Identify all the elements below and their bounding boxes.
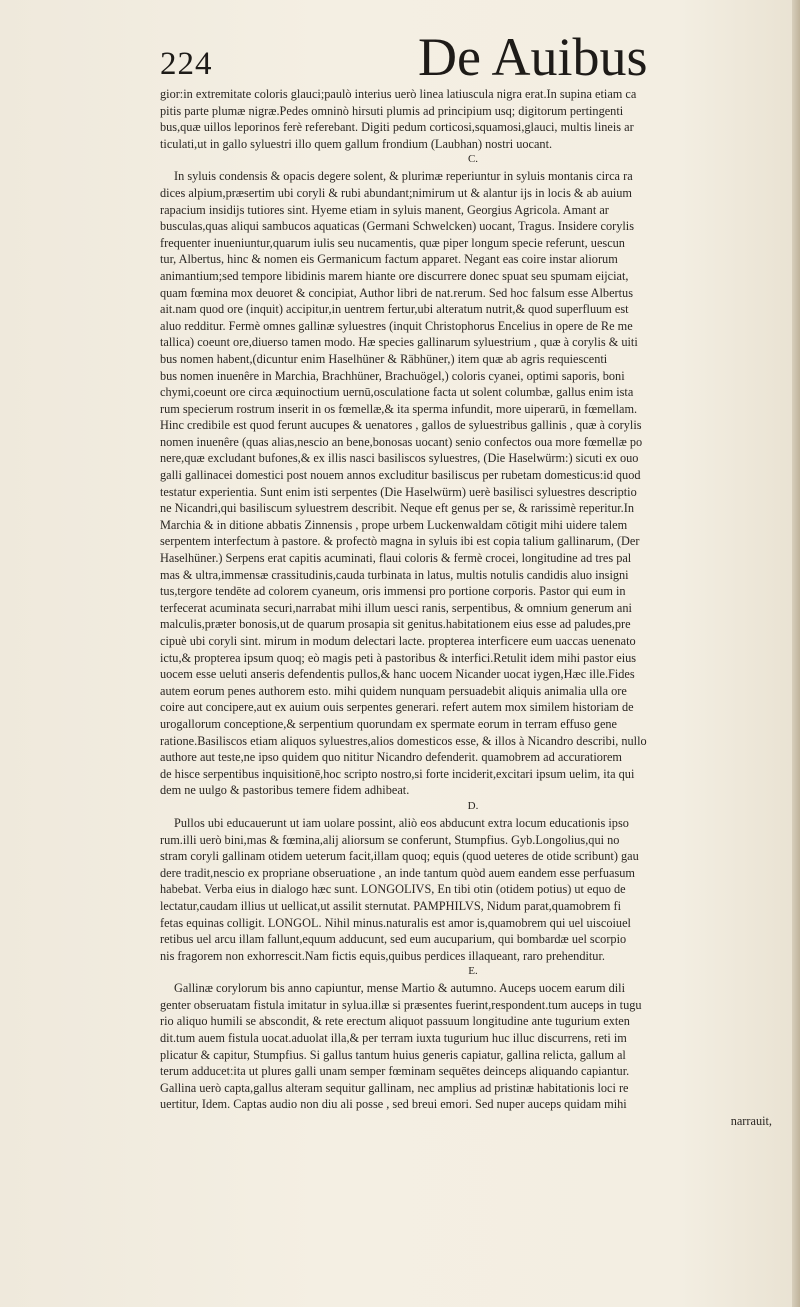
text-line: dem ne uulgo & pastoribus temere fidem adhibeat. <box>160 783 410 798</box>
catchword: narrauit, <box>730 1114 772 1129</box>
text-line: busculas,quas aliqui sambucos aquaticas (Germani Schwelcken) uocant, Tragus. Insidere corylis <box>160 219 634 234</box>
text-line: Pullos ubi educauerunt ut iam uolare possint, aliò eos abducunt extra locum educationis ipso <box>174 815 629 830</box>
text-line: genter obseruatam fistula imitatur in sylua.illæ si præsentes fuerint,respondent.tum auceps in tugu <box>160 997 642 1012</box>
paragraph <box>160 965 786 1113</box>
text-line: chymi,coeunt ore circa æquinoctium uernū,osculatione facta ut solent columbæ, gallus enim ista <box>160 385 634 400</box>
text-line: authore aut teste,ne ipso quidem quo nititur Nicandro defenderit. quamobrem ad accuratiorem <box>160 750 622 765</box>
text-line: In syluis condensis & opacis degere solent, & plurimæ reperiuntur in syluis montanis circa ra <box>174 169 633 184</box>
text-line: tus,tergore tendēte ad colorem cyaneum, oris immensi pro portione corporis. Pastor qui eum in <box>160 584 626 599</box>
text-line: habebat. Verba eius in dialogo hæc sunt. LONGOLIVS, En tibi otin (otidem potius) ut equo de <box>160 882 626 897</box>
text-line: terfecerat acuminata securi,narrabat mihi illum uesci ranis, serpentibus, & omnium generum ani <box>160 600 632 615</box>
text-line: pitis parte plumæ nigræ.Pedes omninò hirsuti plumis ad principium usq; digitorum pertingenti <box>160 103 624 118</box>
text-line: bus nomen inuenêre in Marchia, Brachhüner, Brachuögel,) coloris cyanei, optimi saporis, boni <box>160 368 625 383</box>
text-line: rio aliquo humili se abscondit, & rete erectum aliquot passuum longitudine ante tugurium exten <box>160 1014 630 1029</box>
page-number: 224 <box>160 46 213 82</box>
text-line: ticulati,ut in gallo syluestri illo quem gallum frondium (Laubhan) nostri uocant. <box>160 136 553 151</box>
section-marker: E. <box>468 965 478 978</box>
text-line: frequenter inueniuntur,quarum iulis seu nucamentis, quæ piper longum specie referunt, uescun <box>160 235 625 250</box>
text-line: Gallina uerò capta,gallus alteram sequitur gallinam, nec amplius ad pristinæ habitationis loci re <box>160 1080 629 1095</box>
text-line: stram coryli gallinam otidem ueterum facit,illam quoq; equis (quod ueteres de otide scribunt) gau <box>160 849 639 864</box>
text-line: Hinc credibile est quod ferunt aucupes & uenatores , gallos de syluestribus gallinis , quæ à corylis <box>160 418 642 433</box>
text-line: tur, Albertus, hinc & nomen eis Germanicum factum apparet. Negant eas coire instar aliorum <box>160 252 618 267</box>
text-line: nere,quæ excludant bufones,& ex illis nasci basiliscos syluestres, (Die Haselwürm:) sicuti ex ouo <box>160 451 639 466</box>
text-line: serpentem interfectum à pastore. & profectò magna in syluis ibi est copia talium gallinarum, (Der <box>160 534 640 549</box>
text-line: dices alpium,præsertim ubi coryli & rubi abundant;nimirum ut & alantur ijs in locis & ab auium <box>160 185 632 200</box>
paragraph <box>160 153 786 799</box>
text-line: bus nomen habent,(dicuntur enim Haselhüner & Räbhüner,) item quæ ab agris requiescenti <box>160 351 608 366</box>
text-line: tallica) coeunt ore,diuerso tamen modo. Hæ species gallinarum syluestrium , quæ à corylis & uiti <box>160 335 638 350</box>
text-line: dit.tum auem fistula uocat.aduolat illa,& per terram iuxta tugurium huc illuc discurrens, reti im <box>160 1031 627 1046</box>
section-marker: D. <box>467 799 479 812</box>
text-line: coire aut concipere,aut ex auium ouis serpentes generari. refert autem mox similem historiam de <box>160 700 634 715</box>
text-line: rapacium insidijs tutiores sint. Hyeme etiam in syluis manent, Georgius Agricola. Amant ar <box>160 202 609 217</box>
text-line: de hisce serpentibus inquisitionē,hoc scripto nostro,si forte inciderit,excitari ipsum uelim, ita qui <box>160 766 635 781</box>
paragraph <box>160 800 786 964</box>
text-line: animantium;sed tempore libidinis marem hiante ore discurrere donec spuat seu spumam eijciat, <box>160 268 629 283</box>
text-line: ratione.Basiliscos etiam aliquos syluestres,alios domesticos esse, & illos à Nicandro describi, nullo <box>160 733 647 748</box>
text-line: testatur experientia. Sunt enim isti serpentes (Die Haselwürm) uerè basilisci syluestres descriptio <box>160 484 637 499</box>
text-line: Marchia & in ditione abbatis Zinnensis , prope urbem Luckenwaldam cōtigit mihi uidere talem <box>160 517 628 532</box>
text-line: galli gallinacei domestici post nouem annos excluditur basiliscus per rubetam domesticus:id quod <box>160 468 641 483</box>
text-line: dere tradit,nescio ex propriane obseruatione , an inde tantum quòd auem eandem esse perfuasum <box>160 865 635 880</box>
text-line: cipuè ubi coryli sint. mirum in modum delectari lacte. propterea interficere eum uaccas uenenato <box>160 634 636 648</box>
text-line: quam fœmina mox deuoret & concipiat, Author libri de nat.rerum. Sed hoc falsum esse Albertus <box>160 285 633 300</box>
text-line: Haselhüner.) Serpens erat capitis acuminati, flaui coloris & fermè crocei, longitudine ad tres pal <box>160 551 632 566</box>
text-line: mas & ultra,immensæ crassitudinis,cauda turbinata in latus, multis notulis candidis aluo insigni <box>160 567 629 582</box>
text-line: retibus uel arcu illam fallunt,equum adducunt, sed eum aucuparium, qui bombardæ uel scorpio <box>160 932 627 947</box>
paragraph <box>160 86 786 152</box>
text-line: nis fragorem non exhorrescit.Nam fictis equis,quibus perdices illaqueant, raro prehenditur. <box>160 948 605 963</box>
text-line: uertitur, Idem. Captas audio non diu ali posse , sed breui emori. Sed nuper auceps quidam mihi <box>160 1097 627 1112</box>
text-line: nomen inuenêre (quas alias,nescio an bene,bonosas uocant) senio confectos oua more fœmellæ po <box>160 434 643 449</box>
text-line: ictu,& propterea ipsum quoq; eò magis peti à pastoribus & interfici.Retulit idem mihi pastor eius <box>160 650 637 665</box>
text-line: malculis,præter bonosis,ut de quarum prosapia sit genitus.habitationem eius esse ad paludes,pre <box>160 617 631 632</box>
text-line: gior:in extremitate coloris glauci;paulò interius uerò linea latiuscula nigra erat.In supina etiam ca <box>160 87 637 101</box>
running-title: De Auibus <box>418 27 648 87</box>
text-line: urogallorum conceptione,& serpentium quorundam ex spermate eorum in terram effuso gene <box>160 716 618 731</box>
text-line: ne Nicandri,qui basiliscum syluestrem describit. Neque eft genus per se, & rarissimè reperitur.In <box>160 501 634 516</box>
text-line: aluo redditur. Fermè omnes gallinæ syluestres (inquit Christophorus Encelius in opere de Re me <box>160 318 633 333</box>
text-line: lectatur,caudam illius ut uellicat,ut assilit sternutat. PAMPHILVS, Nidum parat,quamobrem fi <box>160 898 622 913</box>
text-line: autem eorum penes authorem esto. mihi quidem nunquam persuadebit aliquis animalia ulla ore <box>160 683 627 698</box>
text-body <box>160 86 786 1130</box>
text-line: fetas equinas colligit. LONGOL. Nihil minus.naturalis est amor is,quamobrem qui uel uiscoiuel <box>160 915 631 930</box>
text-line: rum.illi uerò bini,mas & fœmina,alij aliorsum se conferunt, Stumpfius. Gyb.Longolius,qui no <box>160 832 620 847</box>
text-line: terum adducet:ita ut plures galli unam semper fœminam sequētes deinceps aliquando capiantur. <box>160 1064 630 1079</box>
text-line: plicatur & capitur, Stumpfius. Si gallus tantum huius generis capiatur, gallina relicta, gallum al <box>160 1047 626 1062</box>
text-line: Gallinæ corylorum bis anno capiuntur, mense Martio & autumno. Auceps uocem earum dili <box>174 981 625 996</box>
text-line: uocem esse ueluti anseris defendentis pullos,& hanc uocem Nicander uocat iygen,Hæc ille.Fides <box>160 667 635 682</box>
page-header <box>160 28 780 86</box>
page-edge-shadow <box>792 0 800 1307</box>
text-line: ait.nam quod ore (inquit) accipitur,in uentrem fertur,ubi alteratum nutrit,& quod superfluum est <box>160 302 629 317</box>
text-line: rum specierum rostrum inserit in os fœmellæ,& ita sperma infundit, more uiperarū, in fœmellam. <box>160 401 638 416</box>
text-line: bus,quæ uillos leporinos ferè referebant. Digiti pedum corticosi,squamosi,glauci, multis lineis ar <box>160 120 634 135</box>
section-marker: C. <box>467 153 479 166</box>
